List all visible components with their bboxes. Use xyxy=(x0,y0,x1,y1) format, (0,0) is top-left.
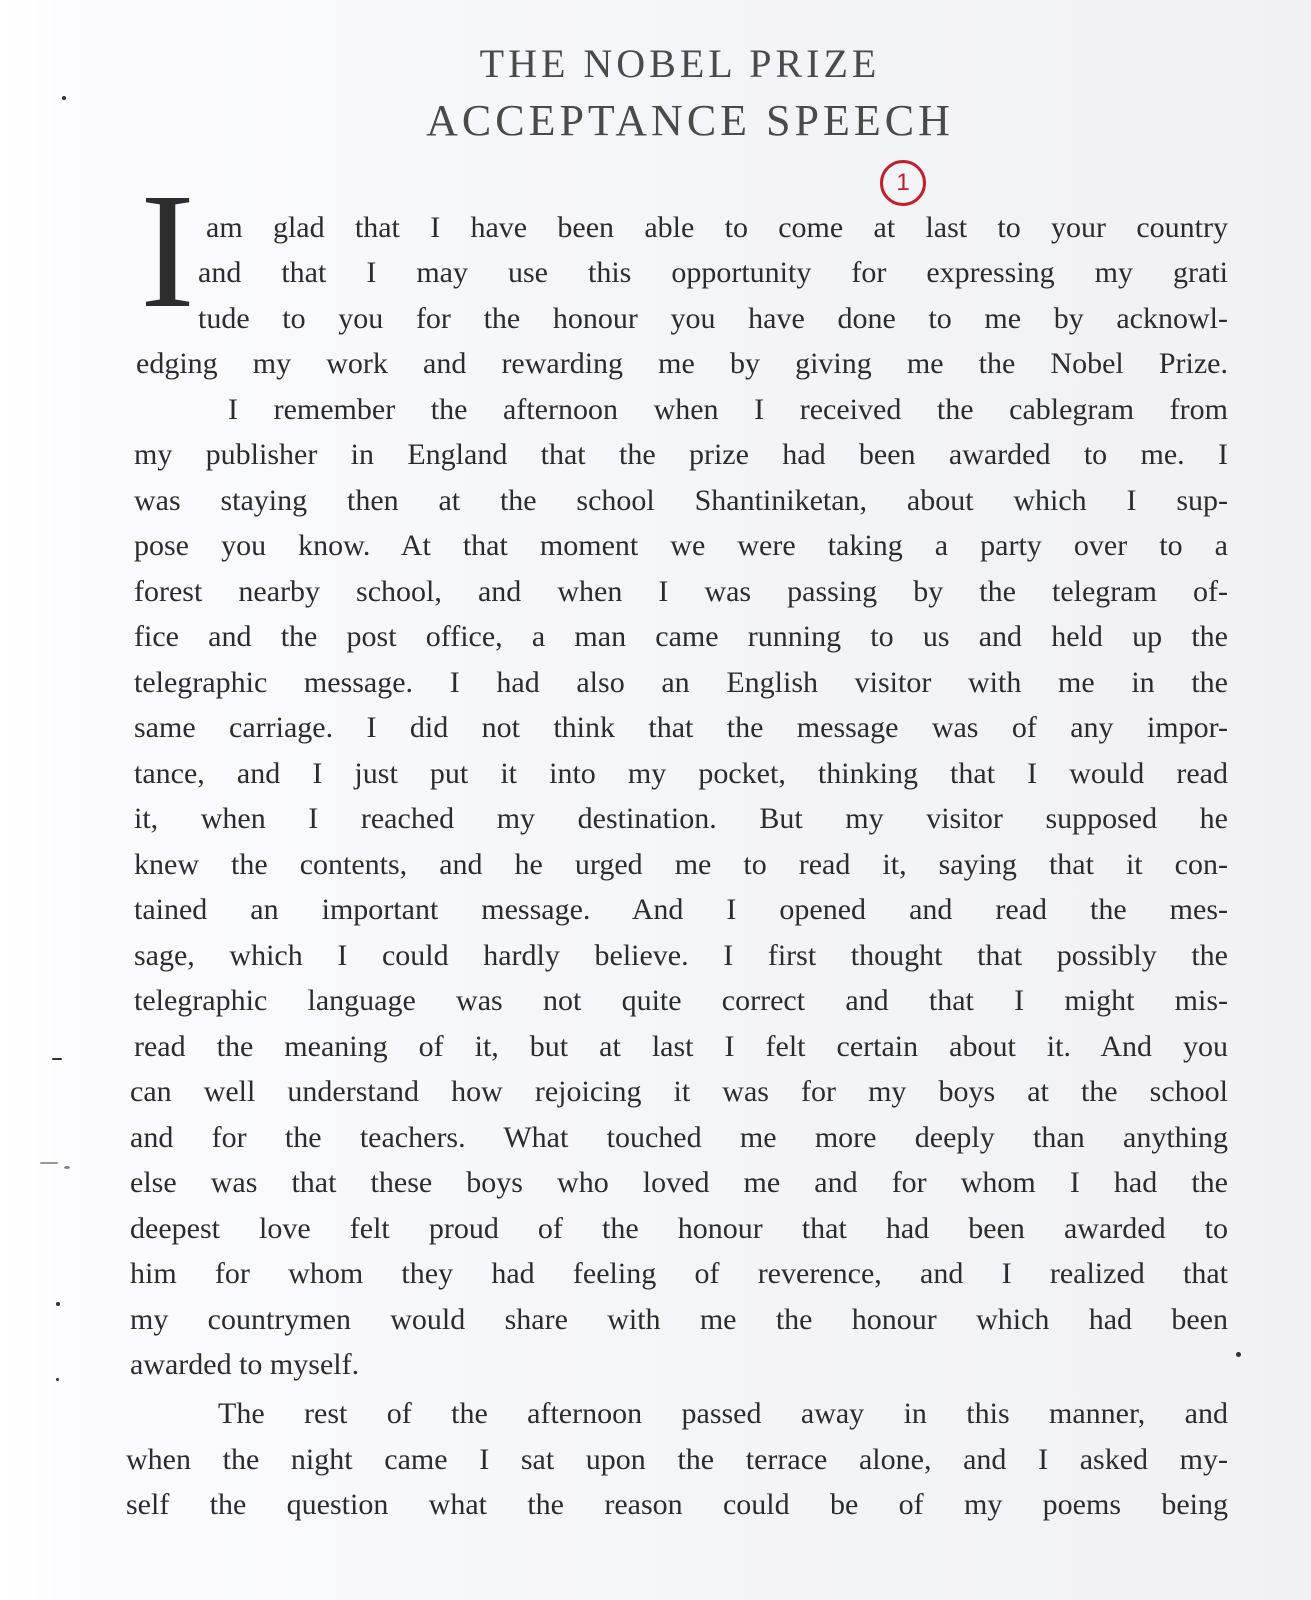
text-line: I remember the afternoon when I received the cablegram from xyxy=(228,393,1228,426)
text-line: can well understand how rejoicing it was for my boys at the school xyxy=(130,1075,1228,1108)
text-line: knew the contents, and he urged me to read it, saying that it con- xyxy=(134,848,1228,881)
text-line: when the night came I sat upon the terrace alone, and I asked my- xyxy=(126,1443,1228,1476)
text-line: deepest love felt proud of the honour that had been awarded to xyxy=(130,1212,1228,1245)
text-line: him for whom they had feeling of reverence, and I realized that xyxy=(130,1257,1228,1290)
text-line: was staying then at the school Shantiniketan, about which I sup- xyxy=(134,484,1228,517)
text-line: forest nearby school, and when I was passing by the telegram of- xyxy=(134,575,1228,608)
text-line: my countrymen would share with me the honour which had been xyxy=(130,1303,1228,1336)
text-line: self the question what the reason could be of my poems being xyxy=(126,1488,1228,1521)
text-line: edging my work and rewarding me by giving me the Nobel Prize. xyxy=(136,347,1228,380)
drop-cap: I xyxy=(140,159,195,342)
text-line: tude to you for the honour you have done to me by acknowl- xyxy=(198,302,1228,335)
text-line: telegraphic message. I had also an English visitor with me in the xyxy=(134,666,1228,699)
text-line: fice and the post office, a man came running to us and held up the xyxy=(134,620,1228,653)
text-line: awarded to myself. xyxy=(130,1348,360,1381)
text-line: telegraphic language was not quite correct and that I might mis- xyxy=(134,984,1228,1017)
text-line: else was that these boys who loved me and for whom I had the xyxy=(130,1166,1228,1199)
text-line: sage, which I could hardly believe. I first thought that possibly the xyxy=(134,939,1228,972)
text-line: and that I may use this opportunity for expressing my grati xyxy=(198,256,1228,289)
title-line-1: THE NOBEL PRIZE xyxy=(479,41,881,86)
title-line-2: ACCEPTANCE SPEECH xyxy=(426,96,954,145)
text-line: read the meaning of it, but at last I felt certain about it. And you xyxy=(134,1030,1228,1063)
text-line: it, when I reached my destination. But my visitor supposed he xyxy=(134,802,1228,835)
text-line: The rest of the afternoon passed away in this manner, and xyxy=(218,1397,1228,1430)
text-line: my publisher in England that the prize had been awarded to me. I xyxy=(134,438,1228,471)
text-line: tained an important message. And I opened and read the mes- xyxy=(134,893,1228,926)
text-line: and for the teachers. What touched me more deeply than anything xyxy=(130,1121,1228,1154)
text-line: same carriage. I did not think that the message was of any impor- xyxy=(134,711,1228,744)
handwritten-page-number: 1 xyxy=(880,160,926,206)
text-line: am glad that I have been able to come at last to your country xyxy=(206,211,1228,244)
text-line: pose you know. At that moment we were taking a party over to a xyxy=(134,529,1228,562)
text-line: tance, and I just put it into my pocket, thinking that I would read xyxy=(134,757,1228,790)
